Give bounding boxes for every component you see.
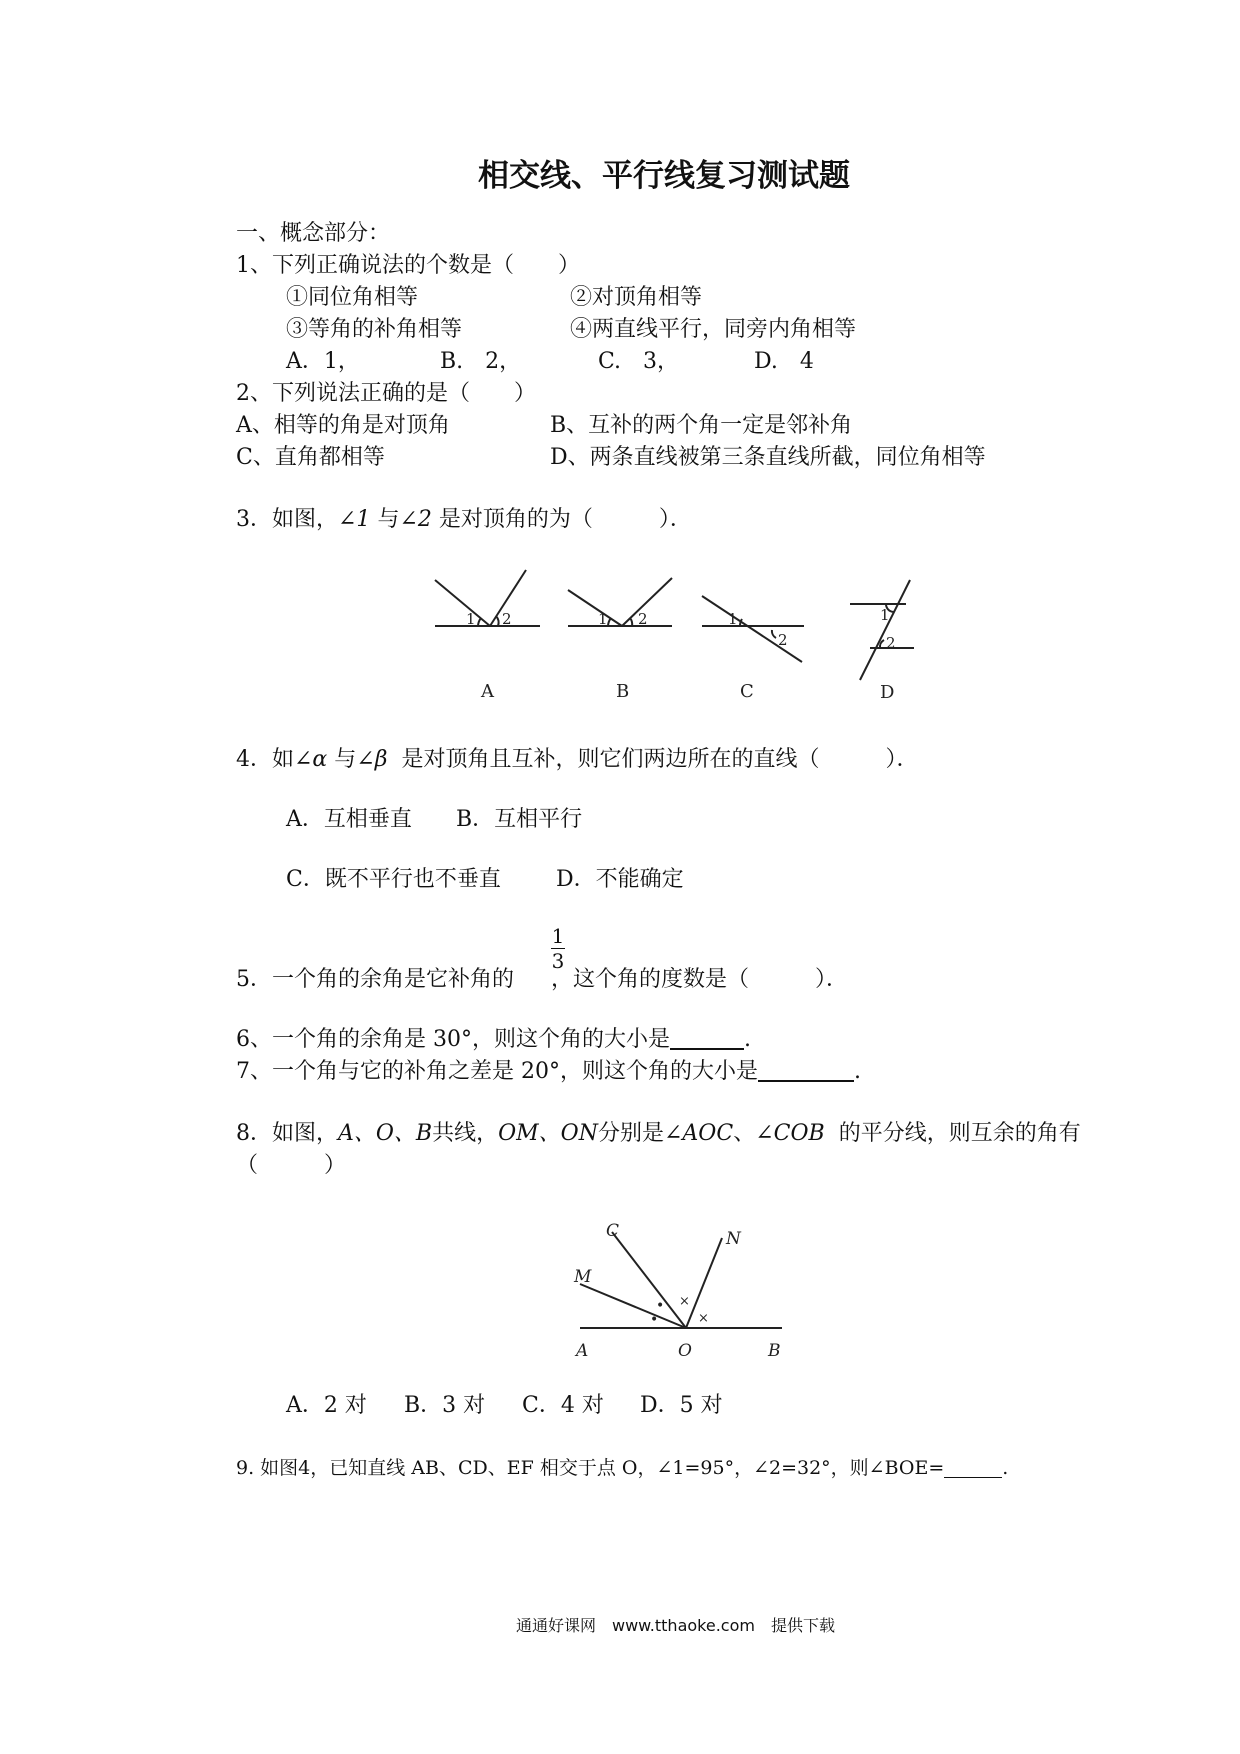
q3-d-mark-2: 2	[886, 634, 896, 652]
q5-frac-den: 3	[551, 949, 565, 973]
q4-option-b: B．互相平行	[456, 807, 583, 832]
q4-suffix: 是对顶角且互补，则它们两边所在的直线（ ）．	[401, 747, 919, 772]
q8-label-o: O	[678, 1341, 692, 1361]
q3-c-mark-2: 2	[778, 631, 788, 649]
q5-suffix: ，这个角的度数是（ ）．	[551, 967, 849, 992]
q3-a-mark-2: 2	[502, 610, 512, 628]
q1-option-d: D. 4	[754, 349, 814, 374]
q8-rays: OM、ON	[498, 1121, 598, 1146]
q8-label-m: M	[574, 1267, 592, 1287]
q8-option-c: C．4 对	[522, 1393, 604, 1418]
q2-stem: 2、下列说法正确的是（ ）	[236, 381, 536, 406]
q8-points: A、O、B	[338, 1121, 433, 1146]
q1-option-b: B. 2，	[440, 349, 522, 374]
q1-stem: 1、下列正确说法的个数是（ ）	[236, 253, 580, 278]
q9-answer-blank[interactable]	[944, 1459, 1002, 1478]
q3-angle2: ∠2	[399, 507, 432, 532]
q3-suffix: 是对顶角的为（ ）．	[438, 507, 692, 532]
q3-mid: 与	[377, 507, 400, 532]
q4-option-c: C．既不平行也不垂直	[286, 867, 501, 892]
q5-prefix: 5．一个角的余角是它补角的	[236, 967, 514, 992]
q3-b-mark-1: 1	[598, 610, 608, 628]
section-heading: 一、概念部分：	[236, 221, 391, 246]
q1-statement-2: ②对顶角相等	[570, 285, 703, 310]
q7-text: 7、一个角与它的补角之差是 20°，则这个角的大小是	[236, 1059, 758, 1084]
q8-suffix: 的平分线，则互余的角有	[838, 1121, 1081, 1146]
q8-label-b: B	[768, 1341, 781, 1361]
q4-prefix: 4．如	[236, 747, 294, 772]
q3-prefix: 3．如图，	[236, 507, 338, 532]
q8-prefix: 8．如图，	[236, 1121, 338, 1146]
q6-end: .	[744, 1027, 751, 1052]
q3-angle1: ∠1	[338, 507, 371, 532]
q8-dot-2: •	[656, 1298, 665, 1314]
q7-end: .	[854, 1059, 861, 1084]
q2-option-d: D、两条直线被第三条直线所截，同位角相等	[550, 445, 986, 470]
q8-option-d: D．5 对	[640, 1393, 723, 1418]
q3-c-mark-1: 1	[728, 610, 738, 628]
q4-beta: ∠β	[356, 747, 388, 772]
q1-statement-3: ③等角的补角相等	[286, 317, 463, 342]
q1-statement-4: ④两直线平行，同旁内角相等	[570, 317, 857, 342]
q8-angle-aoc: ∠AOC	[663, 1121, 734, 1146]
q1-statement-1: ①同位角相等	[286, 285, 419, 310]
q8-option-a: A．2 对	[286, 1393, 367, 1418]
q4-mid: 与	[334, 747, 357, 772]
q2-option-c: C、直角都相等	[236, 445, 385, 470]
q3-d-mark-1: 1	[880, 606, 890, 624]
q3-a-mark-1: 1	[466, 610, 476, 628]
q9-end: .	[1002, 1457, 1009, 1479]
q4-alpha: ∠α	[294, 747, 328, 772]
q8-cross-2: ×	[698, 1311, 709, 1326]
q8-mid1: 共线，	[432, 1121, 499, 1146]
q8-paren: （ ）	[236, 1153, 347, 1178]
q2-option-a: A、相等的角是对顶角	[236, 413, 450, 438]
q8-dot-1: •	[650, 1312, 659, 1328]
q1-option-c: C. 3，	[598, 349, 680, 374]
q6-text: 6、一个角的余角是 30°，则这个角的大小是	[236, 1027, 670, 1052]
q3-b-label: B	[616, 681, 630, 702]
q9-stem	[236, 1454, 1008, 1482]
q2-option-b: B、互补的两个角一定是邻补角	[550, 413, 853, 438]
q1-option-a: A．1，	[286, 349, 360, 374]
q8-option-b: B．3 对	[404, 1393, 486, 1418]
q3-c-label: C	[740, 681, 754, 702]
q4-option-d: D．不能确定	[556, 867, 684, 892]
q8-label-c: C	[606, 1221, 620, 1241]
q8-label-a: A	[576, 1341, 589, 1361]
q4-option-a: A．互相垂直	[286, 807, 412, 832]
q9-text: 9. 如图4，已知直线 AB、CD、EF 相交于点 O，∠1=95°，∠2=32°，则∠BOE=	[236, 1457, 945, 1479]
q3-b-mark-2: 2	[638, 610, 648, 628]
q3-d-label: D	[880, 682, 895, 703]
q8-mid2: 分别是	[597, 1121, 664, 1146]
q8-sep: 、	[733, 1121, 756, 1146]
q8-label-n: N	[726, 1229, 741, 1249]
q5-frac-num: 1	[551, 924, 565, 948]
footer-text: 通通好课网 www.tthaoke.com 提供下载	[516, 1616, 835, 1635]
q8-cross-1: ×	[679, 1294, 690, 1309]
page-title: 相交线、平行线复习测试题	[478, 158, 850, 194]
q3-a-label: A	[481, 681, 494, 702]
q8-angle-cob: ∠COB	[755, 1121, 825, 1146]
